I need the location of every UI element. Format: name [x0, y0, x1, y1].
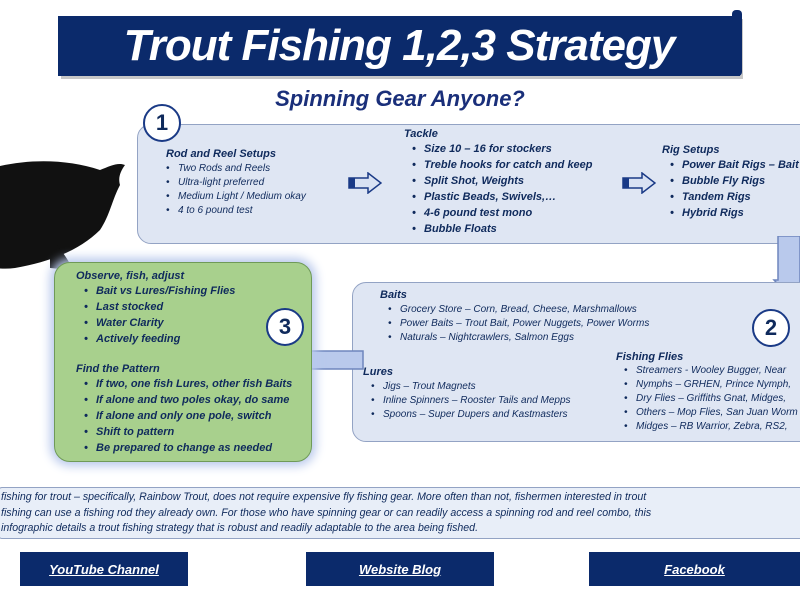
list-item: • Naturals – Nightcrawlers, Salmon Eggs [388, 331, 649, 345]
step2-number: 2 [752, 309, 790, 347]
youtube-channel-link[interactable]: YouTube Channel [20, 552, 188, 586]
list-item: • Actively feeding [84, 331, 235, 347]
description-line: fishing for trout – specifically, Rainbow Trout, does not require expensive fly fishing gear. More often than not, fishermen interested in trout [1, 491, 647, 503]
list-item: • Grocery Store – Corn, Bread, Cheese, Marshmallows [388, 303, 649, 317]
list-item: • Plastic Beads, Swivels,… [412, 189, 593, 205]
flies-list [624, 364, 798, 434]
baits-title: Baits [380, 289, 407, 301]
lures-section [363, 366, 571, 422]
page-subtitle: Spinning Gear Anyone? [275, 86, 525, 111]
step3-number: 3 [266, 308, 304, 346]
rig-title: Rig Setups [662, 144, 720, 156]
list-item: • Split Shot, Weights [412, 173, 593, 189]
list-item: • Inline Spinners – Rooster Tails and Mepps [371, 394, 571, 408]
list-item: • Streamers - Wooley Bugger, Near [624, 364, 798, 378]
flies-section [616, 351, 798, 434]
list-item: • Others – Mop Flies, San Juan Worm [624, 406, 798, 420]
baits-list [388, 303, 649, 345]
lures-list [371, 380, 571, 422]
observe-title: Observe, fish, adjust [76, 270, 185, 282]
list-item: • Midges – RB Warrior, Zebra, RS2, [624, 420, 798, 434]
description-box [0, 487, 800, 539]
pattern-section [76, 363, 292, 456]
list-item: • 4-6 pound test mono [412, 205, 593, 221]
list-item: • Last stocked [84, 299, 235, 315]
list-item: • Be prepared to change as needed [84, 440, 292, 456]
list-item: • Water Clarity [84, 315, 235, 331]
rod-reel-list [166, 162, 306, 218]
pattern-list [84, 376, 292, 456]
list-item: • Bait vs Lures/Fishing Flies [84, 283, 235, 299]
tackle-title: Tackle [404, 128, 438, 140]
rig-list [670, 157, 799, 221]
list-item: • If alone and two poles okay, do same [84, 392, 292, 408]
observe-list [84, 283, 235, 347]
list-item: • Bubble Fly Rigs [670, 173, 799, 189]
lures-title: Lures [363, 366, 393, 378]
list-item: • 4 to 6 pound test [166, 204, 306, 218]
flies-title: Fishing Flies [616, 351, 684, 363]
rod-reel-section [166, 148, 306, 218]
pattern-title: Find the Pattern [76, 363, 160, 375]
list-item: • Medium Light / Medium okay [166, 190, 306, 204]
description-line: infographic details a trout fishing strategy that is robust and readily adaptable to the area being fished. [1, 522, 479, 534]
facebook-link[interactable]: Facebook [589, 552, 800, 586]
description-line: fishing can use a fishing rod they already own. For those who have spinning gear or can readily access a spinning rod and reel combo, this [1, 506, 652, 519]
list-item: • Size 10 – 16 for stockers [412, 141, 593, 157]
list-item: • Dry Flies – Griffiths Gnat, Midges, [624, 392, 798, 406]
list-item: • Power Baits – Trout Bait, Power Nuggets, Power Worms [388, 317, 649, 331]
list-item: • Jigs – Trout Magnets [371, 380, 571, 394]
list-item: • Treble hooks for catch and keep [412, 157, 593, 173]
rod-reel-title: Rod and Reel Setups [166, 148, 277, 160]
tackle-list [412, 141, 593, 237]
step1-number: 1 [143, 104, 181, 142]
baits-section [380, 289, 649, 345]
website-blog-link[interactable]: Website Blog [306, 552, 494, 586]
trout-silhouette-icon [0, 140, 135, 270]
list-item: • Hybrid Rigs [670, 205, 799, 221]
tackle-section [404, 128, 593, 237]
list-item: • If alone and only one pole, switch [84, 408, 292, 424]
arrow-right-icon [622, 172, 656, 194]
list-item: • Two Rods and Reels [166, 162, 306, 176]
list-item: • Tandem Rigs [670, 189, 799, 205]
list-item: • Spoons – Super Dupers and Kastmasters [371, 408, 571, 422]
list-item: • Power Bait Rigs – Bait [670, 157, 799, 173]
rig-section [662, 144, 799, 221]
list-item: • Ultra-light preferred [166, 176, 306, 190]
list-item: • Shift to pattern [84, 424, 292, 440]
arrow-right-icon [348, 172, 382, 194]
page-title: Trout Fishing 1,2,3 Strategy [123, 21, 675, 70]
list-item: • Bubble Floats [412, 221, 593, 237]
list-item: • Nymphs – GRHEN, Prince Nymph, [624, 378, 798, 392]
observe-section [76, 270, 235, 347]
list-item: • If two, one fish Lures, other fish Baits [84, 376, 292, 392]
